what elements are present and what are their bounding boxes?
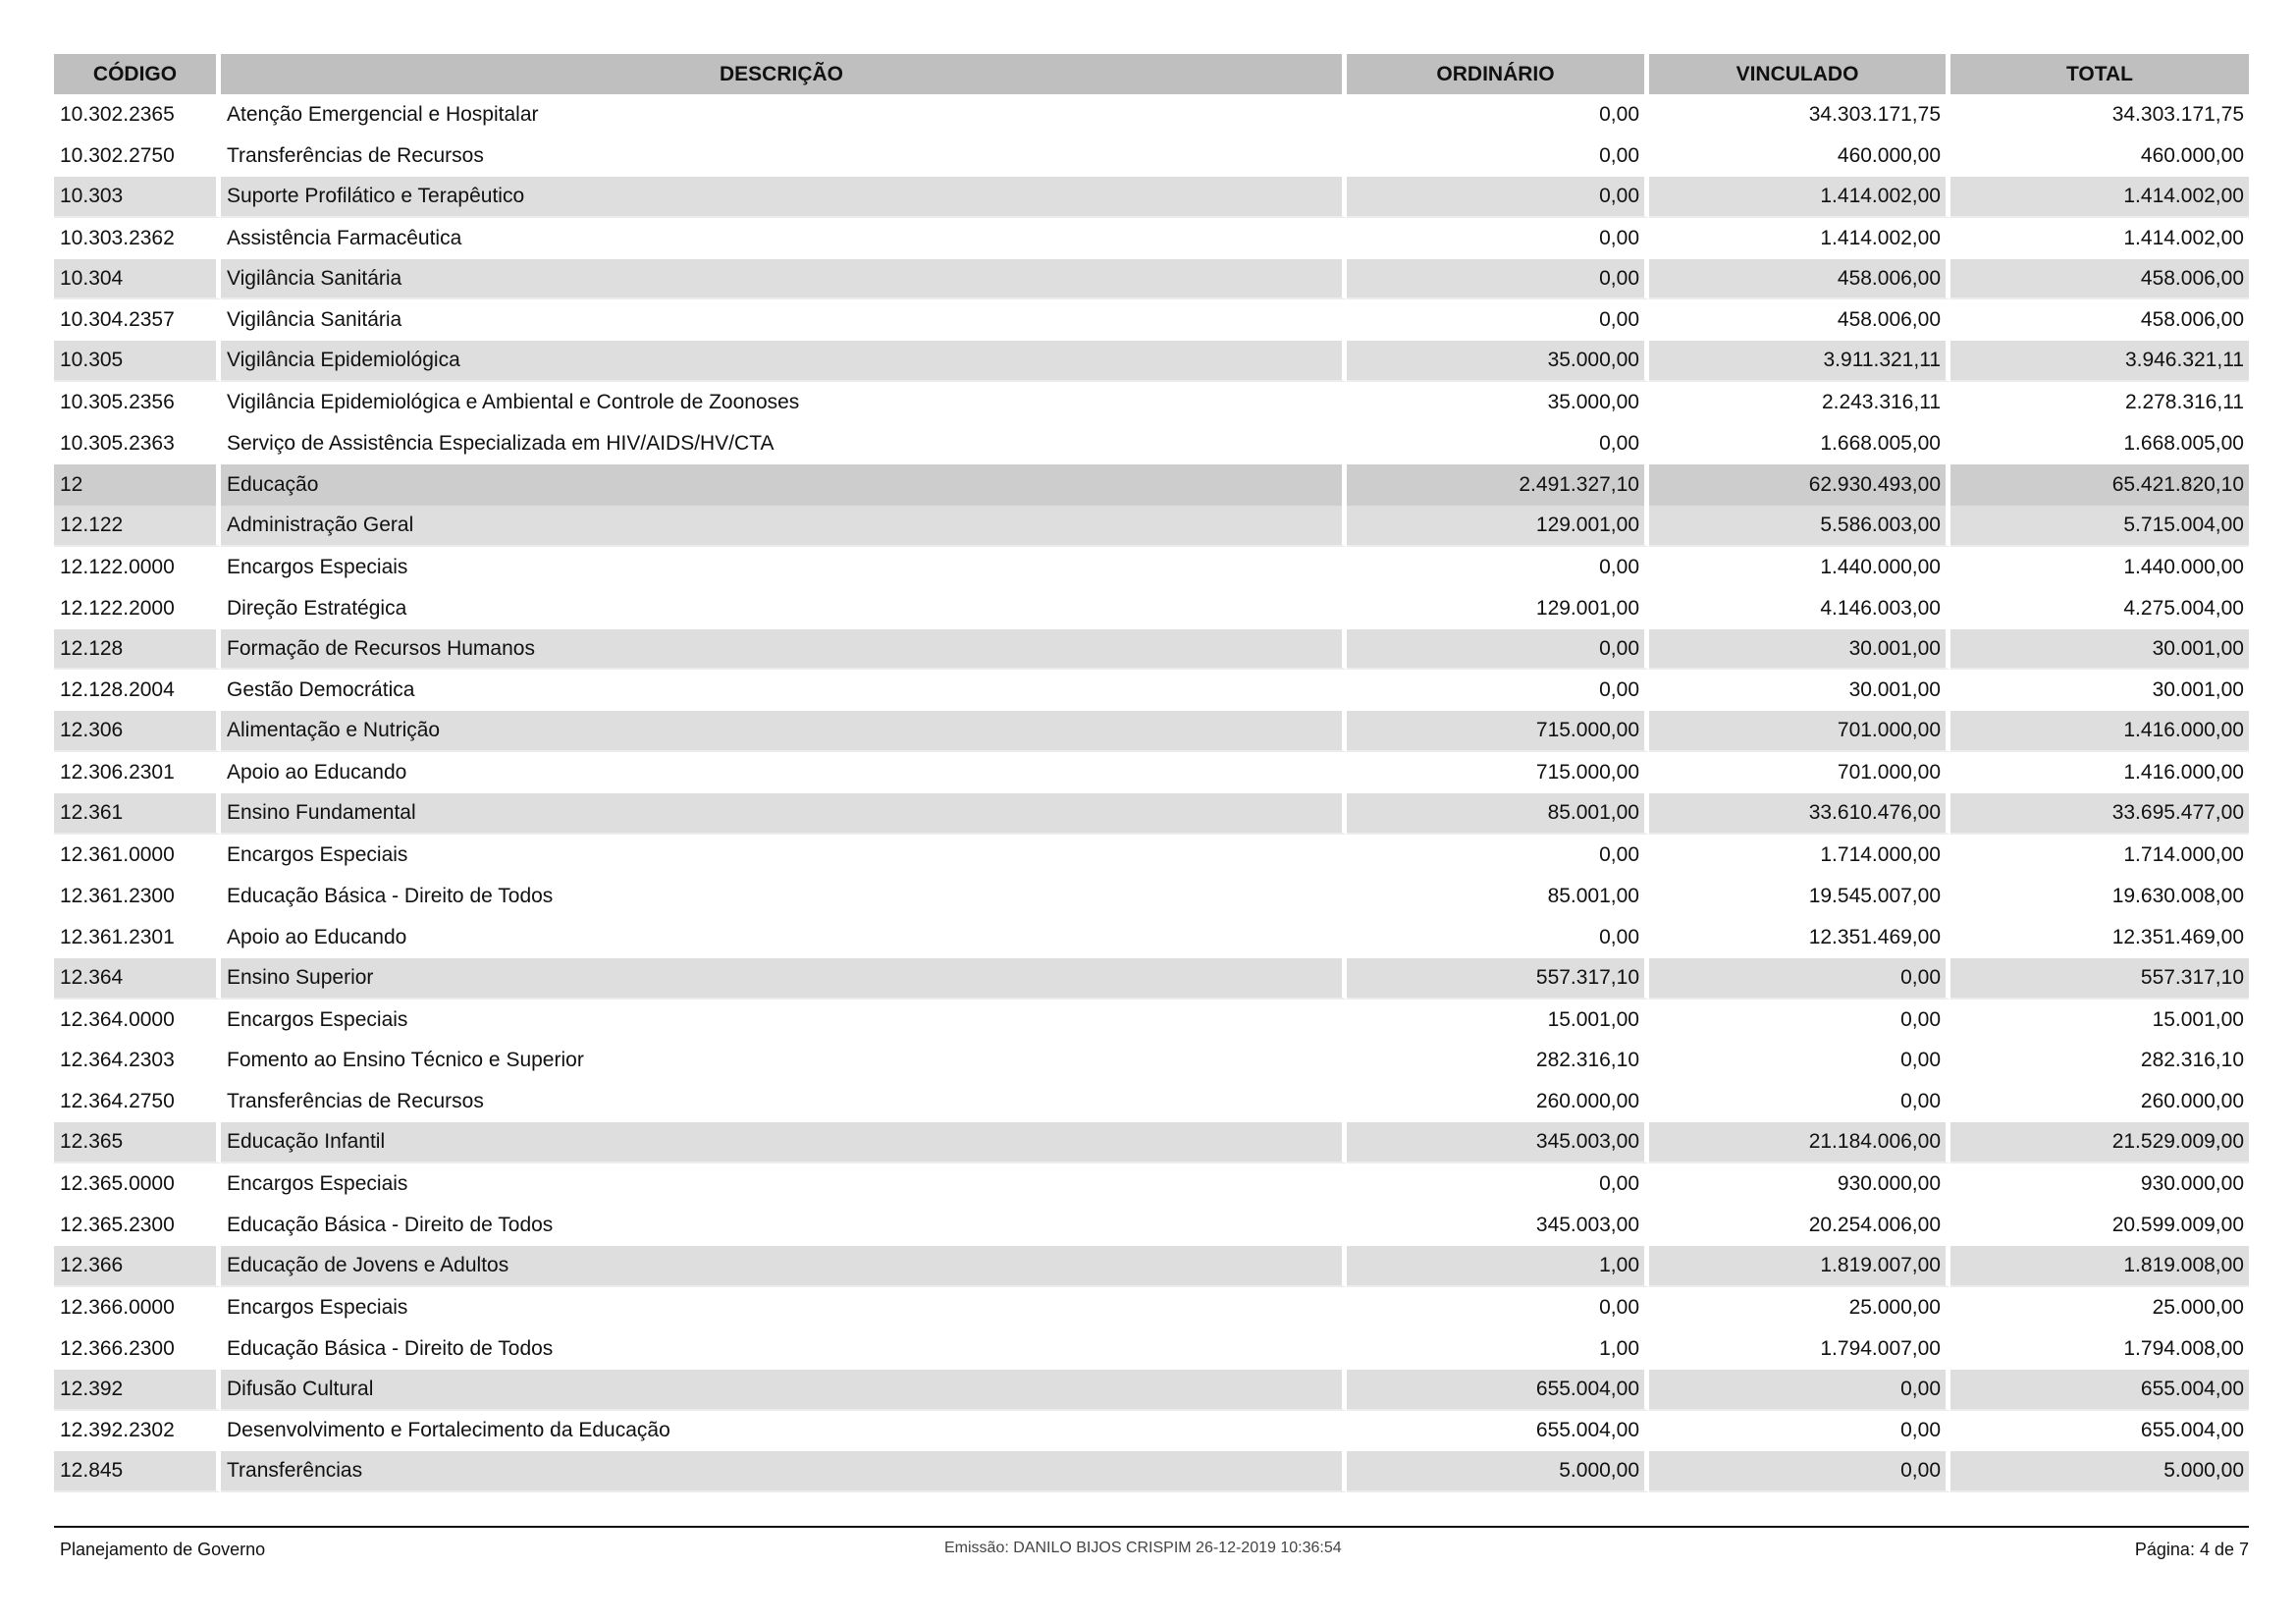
row-total: 1.668.005,00 xyxy=(1950,423,2249,464)
row-code: 12.392 xyxy=(54,1370,221,1411)
row-total: 1.414.002,00 xyxy=(1950,177,2249,218)
footer-page-number: Página: 4 de 7 xyxy=(2134,1540,2249,1559)
row-code: 12.364.2303 xyxy=(54,1040,221,1081)
row-code: 10.305 xyxy=(54,341,221,382)
row-linked: 458.006,00 xyxy=(1649,259,1950,300)
row-linked: 460.000,00 xyxy=(1649,135,1950,177)
row-description: Encargos Especiais xyxy=(221,547,1347,588)
row-total: 19.630.008,00 xyxy=(1950,876,2249,917)
row-ordinary: 85.001,00 xyxy=(1347,876,1649,917)
row-code: 12.122.2000 xyxy=(54,588,221,629)
row-total: 1.794.008,00 xyxy=(1950,1328,2249,1370)
row-code: 12.365.0000 xyxy=(54,1163,221,1205)
row-ordinary: 15.001,00 xyxy=(1347,1000,1649,1041)
row-linked: 3.911.321,11 xyxy=(1649,341,1950,382)
row-code: 10.302.2365 xyxy=(54,94,221,135)
row-code: 12.364 xyxy=(54,958,221,1000)
row-ordinary: 85.001,00 xyxy=(1347,793,1649,835)
row-description: Administração Geral xyxy=(221,506,1347,547)
table-row xyxy=(54,1205,2249,1246)
table-row xyxy=(54,506,2249,547)
row-ordinary: 655.004,00 xyxy=(1347,1411,1649,1452)
row-code: 10.305.2356 xyxy=(54,382,221,423)
row-linked: 33.610.476,00 xyxy=(1649,793,1950,835)
row-ordinary: 0,00 xyxy=(1347,670,1649,711)
row-total: 30.001,00 xyxy=(1950,629,2249,671)
row-code: 10.303 xyxy=(54,177,221,218)
table-row xyxy=(54,876,2249,917)
table-row xyxy=(54,670,2249,711)
row-ordinary: 0,00 xyxy=(1347,177,1649,218)
row-description: Educação de Jovens e Adultos xyxy=(221,1246,1347,1287)
row-total: 25.000,00 xyxy=(1950,1287,2249,1328)
row-description: Transferências de Recursos xyxy=(221,135,1347,177)
row-linked: 5.586.003,00 xyxy=(1649,506,1950,547)
row-ordinary: 715.000,00 xyxy=(1347,711,1649,752)
table-row xyxy=(54,835,2249,876)
row-total: 260.000,00 xyxy=(1950,1081,2249,1122)
header-code: CÓDIGO xyxy=(54,54,221,94)
row-code: 10.304 xyxy=(54,259,221,300)
row-linked: 12.351.469,00 xyxy=(1649,917,1950,958)
row-total: 65.421.820,10 xyxy=(1950,464,2249,506)
row-description: Apoio ao Educando xyxy=(221,917,1347,958)
row-description: Atenção Emergencial e Hospitalar xyxy=(221,94,1347,135)
row-linked: 458.006,00 xyxy=(1649,299,1950,341)
row-total: 34.303.171,75 xyxy=(1950,94,2249,135)
row-linked: 0,00 xyxy=(1649,1370,1950,1411)
table-row xyxy=(54,1411,2249,1452)
row-description: Assistência Farmacêutica xyxy=(221,218,1347,259)
table-row xyxy=(54,588,2249,629)
row-code: 10.303.2362 xyxy=(54,218,221,259)
row-total: 30.001,00 xyxy=(1950,670,2249,711)
row-total: 930.000,00 xyxy=(1950,1163,2249,1205)
footer-emission: Emissão: DANILO BIJOS CRISPIM 26-12-2019 10:36:54 xyxy=(944,1540,1342,1556)
header-description: DESCRIÇÃO xyxy=(221,54,1347,94)
row-linked: 1.819.007,00 xyxy=(1649,1246,1950,1287)
row-total: 557.317,10 xyxy=(1950,958,2249,1000)
row-ordinary: 1,00 xyxy=(1347,1328,1649,1370)
row-description: Serviço de Assistência Especializada em HIV/AIDS/HV/CTA xyxy=(221,423,1347,464)
row-ordinary: 345.003,00 xyxy=(1347,1122,1649,1163)
row-linked: 1.714.000,00 xyxy=(1649,835,1950,876)
row-ordinary: 0,00 xyxy=(1347,135,1649,177)
row-code: 12 xyxy=(54,464,221,506)
row-total: 1.416.000,00 xyxy=(1950,752,2249,793)
row-total: 33.695.477,00 xyxy=(1950,793,2249,835)
row-linked: 1.440.000,00 xyxy=(1649,547,1950,588)
row-ordinary: 129.001,00 xyxy=(1347,506,1649,547)
row-total: 1.440.000,00 xyxy=(1950,547,2249,588)
row-ordinary: 282.316,10 xyxy=(1347,1040,1649,1081)
row-code: 12.128 xyxy=(54,629,221,671)
row-ordinary: 0,00 xyxy=(1347,299,1649,341)
row-description: Transferências xyxy=(221,1451,1347,1492)
row-code: 12.306 xyxy=(54,711,221,752)
row-linked: 0,00 xyxy=(1649,1081,1950,1122)
row-total: 458.006,00 xyxy=(1950,299,2249,341)
row-linked: 30.001,00 xyxy=(1649,629,1950,671)
row-description: Educação xyxy=(221,464,1347,506)
row-description: Ensino Fundamental xyxy=(221,793,1347,835)
table-row xyxy=(54,423,2249,464)
row-total: 4.275.004,00 xyxy=(1950,588,2249,629)
row-code: 12.392.2302 xyxy=(54,1411,221,1452)
row-linked: 62.930.493,00 xyxy=(1649,464,1950,506)
row-code: 12.122.0000 xyxy=(54,547,221,588)
row-code: 10.305.2363 xyxy=(54,423,221,464)
row-linked: 20.254.006,00 xyxy=(1649,1205,1950,1246)
row-linked: 701.000,00 xyxy=(1649,752,1950,793)
row-linked: 1.668.005,00 xyxy=(1649,423,1950,464)
row-description: Fomento ao Ensino Técnico e Superior xyxy=(221,1040,1347,1081)
row-description: Alimentação e Nutrição xyxy=(221,711,1347,752)
table-row xyxy=(54,958,2249,1000)
row-code: 12.361.2300 xyxy=(54,876,221,917)
row-code: 12.361.0000 xyxy=(54,835,221,876)
row-total: 3.946.321,11 xyxy=(1950,341,2249,382)
row-ordinary: 35.000,00 xyxy=(1347,382,1649,423)
row-ordinary: 0,00 xyxy=(1347,629,1649,671)
row-description: Encargos Especiais xyxy=(221,1163,1347,1205)
row-ordinary: 0,00 xyxy=(1347,1287,1649,1328)
row-description: Educação Infantil xyxy=(221,1122,1347,1163)
table-body xyxy=(54,94,2249,1492)
header-total: TOTAL xyxy=(1950,54,2249,94)
row-ordinary: 345.003,00 xyxy=(1347,1205,1649,1246)
row-description: Direção Estratégica xyxy=(221,588,1347,629)
row-description: Suporte Profilático e Terapêutico xyxy=(221,177,1347,218)
row-linked: 2.243.316,11 xyxy=(1649,382,1950,423)
row-code: 12.128.2004 xyxy=(54,670,221,711)
table-row xyxy=(54,1370,2249,1411)
table-row xyxy=(54,1451,2249,1492)
row-total: 21.529.009,00 xyxy=(1950,1122,2249,1163)
row-description: Encargos Especiais xyxy=(221,1000,1347,1041)
table-row xyxy=(54,793,2249,835)
row-linked: 25.000,00 xyxy=(1649,1287,1950,1328)
table-row xyxy=(54,547,2249,588)
row-linked: 1.794.007,00 xyxy=(1649,1328,1950,1370)
table-row xyxy=(54,218,2249,259)
row-total: 1.414.002,00 xyxy=(1950,218,2249,259)
table-row xyxy=(54,1000,2249,1041)
table-row xyxy=(54,1122,2249,1163)
row-description: Gestão Democrática xyxy=(221,670,1347,711)
row-total: 1.819.008,00 xyxy=(1950,1246,2249,1287)
row-linked: 930.000,00 xyxy=(1649,1163,1950,1205)
row-ordinary: 0,00 xyxy=(1347,259,1649,300)
row-ordinary: 715.000,00 xyxy=(1347,752,1649,793)
row-total: 2.278.316,11 xyxy=(1950,382,2249,423)
table-row xyxy=(54,259,2249,300)
row-total: 655.004,00 xyxy=(1950,1411,2249,1452)
table-row xyxy=(54,1163,2249,1205)
row-description: Encargos Especiais xyxy=(221,835,1347,876)
row-description: Educação Básica - Direito de Todos xyxy=(221,876,1347,917)
row-code: 12.845 xyxy=(54,1451,221,1492)
row-ordinary: 5.000,00 xyxy=(1347,1451,1649,1492)
table-row xyxy=(54,135,2249,177)
row-description: Vigilância Sanitária xyxy=(221,299,1347,341)
row-total: 282.316,10 xyxy=(1950,1040,2249,1081)
row-code: 12.364.0000 xyxy=(54,1000,221,1041)
row-linked: 0,00 xyxy=(1649,958,1950,1000)
row-ordinary: 0,00 xyxy=(1347,1163,1649,1205)
row-total: 5.000,00 xyxy=(1950,1451,2249,1492)
table-row xyxy=(54,94,2249,135)
table-row xyxy=(54,1287,2249,1328)
row-total: 20.599.009,00 xyxy=(1950,1205,2249,1246)
row-linked: 0,00 xyxy=(1649,1411,1950,1452)
row-ordinary: 0,00 xyxy=(1347,547,1649,588)
row-ordinary: 0,00 xyxy=(1347,835,1649,876)
row-ordinary: 2.491.327,10 xyxy=(1347,464,1649,506)
row-linked: 19.545.007,00 xyxy=(1649,876,1950,917)
table-row xyxy=(54,382,2249,423)
row-ordinary: 557.317,10 xyxy=(1347,958,1649,1000)
row-description: Formação de Recursos Humanos xyxy=(221,629,1347,671)
row-linked: 21.184.006,00 xyxy=(1649,1122,1950,1163)
budget-table xyxy=(54,54,2249,1492)
row-ordinary: 1,00 xyxy=(1347,1246,1649,1287)
table-header xyxy=(54,54,2249,94)
row-ordinary: 0,00 xyxy=(1347,423,1649,464)
row-code: 12.365.2300 xyxy=(54,1205,221,1246)
row-ordinary: 35.000,00 xyxy=(1347,341,1649,382)
row-code: 12.366 xyxy=(54,1246,221,1287)
table-row xyxy=(54,1081,2249,1122)
row-total: 1.416.000,00 xyxy=(1950,711,2249,752)
row-total: 15.001,00 xyxy=(1950,1000,2249,1041)
row-code: 12.365 xyxy=(54,1122,221,1163)
table-row xyxy=(54,341,2249,382)
table-row xyxy=(54,917,2249,958)
table-row xyxy=(54,629,2249,671)
table-row xyxy=(54,464,2249,506)
row-total: 5.715.004,00 xyxy=(1950,506,2249,547)
row-description: Apoio ao Educando xyxy=(221,752,1347,793)
row-code: 12.361 xyxy=(54,793,221,835)
table-row xyxy=(54,711,2249,752)
row-code: 12.306.2301 xyxy=(54,752,221,793)
row-linked: 0,00 xyxy=(1649,1040,1950,1081)
row-total: 460.000,00 xyxy=(1950,135,2249,177)
row-description: Ensino Superior xyxy=(221,958,1347,1000)
row-description: Encargos Especiais xyxy=(221,1287,1347,1328)
row-description: Difusão Cultural xyxy=(221,1370,1347,1411)
row-code: 12.366.2300 xyxy=(54,1328,221,1370)
row-description: Educação Básica - Direito de Todos xyxy=(221,1205,1347,1246)
row-ordinary: 655.004,00 xyxy=(1347,1370,1649,1411)
row-linked: 0,00 xyxy=(1649,1000,1950,1041)
footer-department: Planejamento de Governo xyxy=(60,1540,266,1559)
footer-divider xyxy=(54,1526,2249,1528)
row-linked: 1.414.002,00 xyxy=(1649,177,1950,218)
row-description: Transferências de Recursos xyxy=(221,1081,1347,1122)
row-linked: 701.000,00 xyxy=(1649,711,1950,752)
table-row xyxy=(54,752,2249,793)
row-description: Vigilância Sanitária xyxy=(221,259,1347,300)
row-total: 458.006,00 xyxy=(1950,259,2249,300)
row-ordinary: 260.000,00 xyxy=(1347,1081,1649,1122)
row-ordinary: 129.001,00 xyxy=(1347,588,1649,629)
row-description: Vigilância Epidemiológica xyxy=(221,341,1347,382)
row-linked: 34.303.171,75 xyxy=(1649,94,1950,135)
row-ordinary: 0,00 xyxy=(1347,94,1649,135)
table-row xyxy=(54,1246,2249,1287)
row-code: 12.122 xyxy=(54,506,221,547)
row-code: 10.304.2357 xyxy=(54,299,221,341)
table-row xyxy=(54,1040,2249,1081)
table-row xyxy=(54,177,2249,218)
row-ordinary: 0,00 xyxy=(1347,917,1649,958)
row-description: Vigilância Epidemiológica e Ambiental e Controle de Zoonoses xyxy=(221,382,1347,423)
row-ordinary: 0,00 xyxy=(1347,218,1649,259)
row-description: Desenvolvimento e Fortalecimento da Educação xyxy=(221,1411,1347,1452)
row-linked: 1.414.002,00 xyxy=(1649,218,1950,259)
row-linked: 0,00 xyxy=(1649,1451,1950,1492)
header-linked: VINCULADO xyxy=(1649,54,1950,94)
row-code: 10.302.2750 xyxy=(54,135,221,177)
row-linked: 4.146.003,00 xyxy=(1649,588,1950,629)
row-code: 12.361.2301 xyxy=(54,917,221,958)
row-total: 1.714.000,00 xyxy=(1950,835,2249,876)
row-linked: 30.001,00 xyxy=(1649,670,1950,711)
table-row xyxy=(54,299,2249,341)
row-code: 12.366.0000 xyxy=(54,1287,221,1328)
header-ordinary: ORDINÁRIO xyxy=(1347,54,1649,94)
row-code: 12.364.2750 xyxy=(54,1081,221,1122)
table-row xyxy=(54,1328,2249,1370)
row-total: 655.004,00 xyxy=(1950,1370,2249,1411)
row-total: 12.351.469,00 xyxy=(1950,917,2249,958)
row-description: Educação Básica - Direito de Todos xyxy=(221,1328,1347,1370)
